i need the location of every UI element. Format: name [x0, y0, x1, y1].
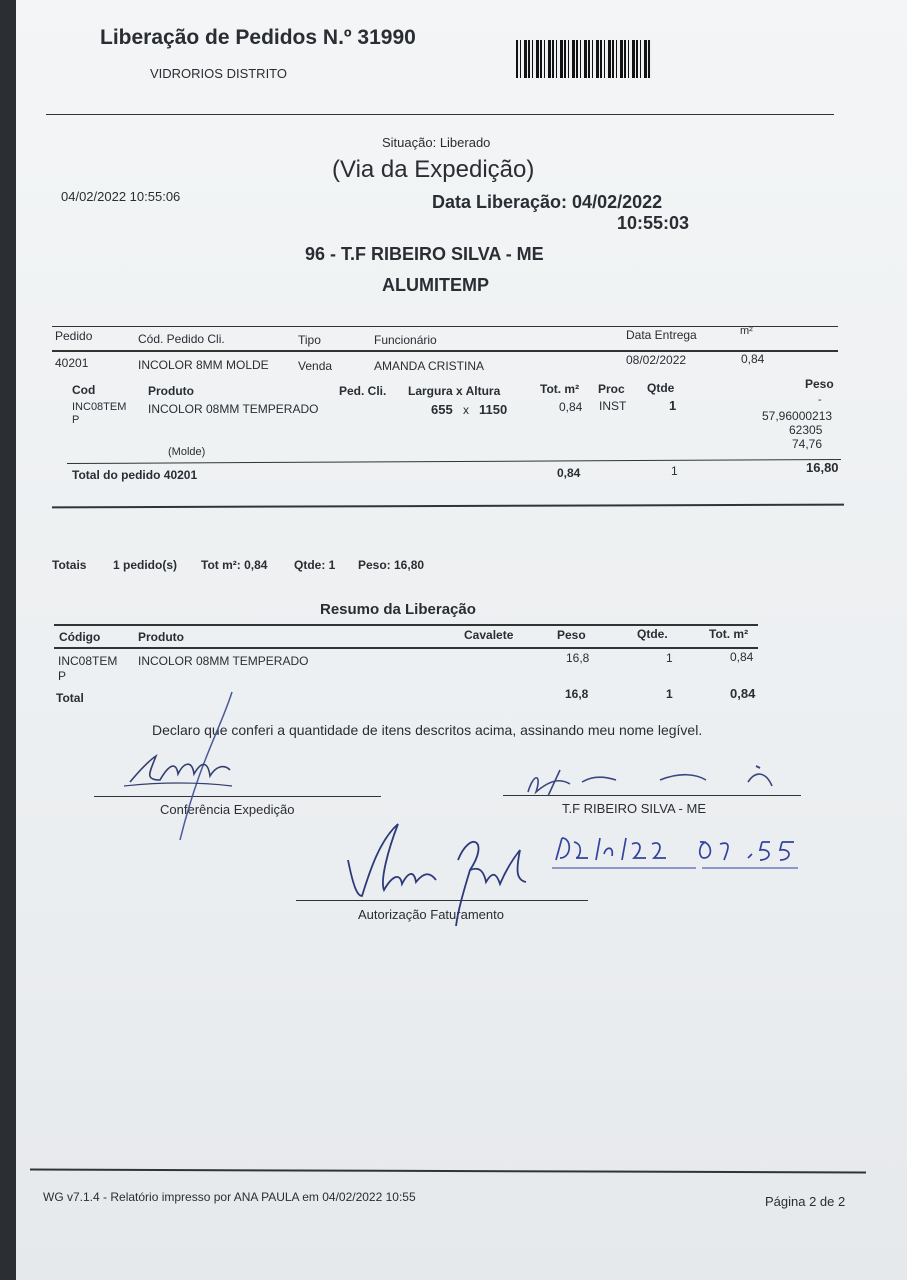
- item-col-cod: Cod: [72, 383, 96, 397]
- signature-autorizacao-icon: [340, 820, 540, 930]
- item-col-proc: Proc: [598, 382, 625, 396]
- resumo-total-tot-m2: 0,84: [730, 686, 756, 701]
- col-m2: m²: [740, 325, 753, 337]
- col-data-entrega: Data Entrega: [626, 328, 697, 342]
- order-data-entrega: 08/02/2022: [626, 353, 687, 367]
- resumo-title: Resumo da Liberação: [320, 601, 476, 618]
- client-subname: ALUMITEMP: [382, 275, 489, 295]
- print-datetime: 04/02/2022 10:55:06: [61, 189, 181, 204]
- resumo-col-produto: Produto: [138, 630, 184, 644]
- item-col-largura-altura: Largura x Altura: [408, 384, 501, 398]
- totals-peso: Peso: 16,80: [358, 558, 425, 572]
- resumo-total-peso: 16,8: [565, 687, 589, 701]
- item-peso-dash: -: [818, 394, 822, 406]
- item-produto: INCOLOR 08MM TEMPERADO: [148, 402, 319, 416]
- resumo-total-label: Total: [56, 691, 84, 705]
- resumo-col-peso: Peso: [557, 628, 586, 642]
- via-label: (Via da Expedição): [332, 156, 535, 183]
- item-tot-m2: 0,84: [559, 400, 583, 414]
- item-cod-line2: P: [72, 414, 80, 426]
- order-tipo: Venda: [298, 359, 333, 373]
- client-name: 96 - T.F RIBEIRO SILVA - ME: [305, 244, 544, 264]
- order-header-divider: [52, 350, 838, 352]
- order-funcionario: AMANDA CRISTINA: [374, 359, 485, 373]
- header-divider: [46, 114, 834, 115]
- totals-pedidos: 1 pedido(s): [113, 558, 178, 572]
- item-altura: 1150: [479, 402, 508, 417]
- item-peso-line3: 74,76: [792, 437, 823, 451]
- handwritten-date-icon: [548, 832, 808, 872]
- resumo-header-divider: [54, 647, 758, 649]
- order-total-label: Total do pedido 40201: [72, 468, 198, 482]
- col-funcionario: Funcionário: [374, 333, 437, 347]
- item-x: x: [463, 403, 469, 417]
- item-peso-line1: 57,96000213: [762, 409, 833, 423]
- resumo-col-codigo: Código: [59, 630, 101, 644]
- col-tipo: Tipo: [298, 333, 321, 347]
- resumo-col-qtde: Qtde.: [637, 627, 668, 641]
- document-title: Liberação de Pedidos N.º 31990: [100, 26, 416, 49]
- order-m2: 0,84: [741, 352, 765, 366]
- footer-printed-by: WG v7.1.4 - Relatório impresso por ANA PAULA em 04/02/2022 10:55: [43, 1190, 416, 1204]
- resumo-tot-m2: 0,84: [730, 650, 754, 664]
- autorizacao-label: Autorização Faturamento: [358, 907, 504, 922]
- signature-conferencia-icon: [120, 690, 260, 850]
- signature-client-icon: [520, 762, 790, 802]
- item-col-ped-cli: Ped. Cli.: [339, 384, 387, 398]
- item-col-qtde: Qtde: [647, 381, 675, 395]
- declaration-text: Declaro que conferi a quantidade de itens descritos acima, assinando meu nome legível.: [152, 722, 703, 738]
- binder-edge: [0, 0, 16, 1280]
- resumo-peso: 16,8: [566, 651, 590, 665]
- company-name: VIDRORIOS DISTRITO: [150, 66, 287, 81]
- resumo-codigo-line1: INC08TEM: [58, 654, 118, 668]
- item-qtde: 1: [669, 398, 677, 413]
- data-liberacao-time: 10:55:03: [617, 213, 690, 233]
- col-pedido: Pedido: [55, 329, 93, 343]
- totals-label: Totais: [52, 558, 87, 572]
- item-largura: 655: [431, 402, 453, 417]
- totals-qtde: Qtde: 1: [294, 558, 336, 572]
- resumo-top: [54, 624, 758, 626]
- item-col-produto: Produto: [148, 384, 194, 398]
- col-cod-pedido-cli: Cód. Pedido Cli.: [138, 332, 225, 346]
- totals-tot-m2: Tot m²: 0,84: [201, 558, 268, 572]
- order-cod-pedido-cli: INCOLOR 8MM MOLDE: [138, 358, 269, 372]
- item-col-peso: Peso: [805, 377, 834, 391]
- resumo-col-tot-m2: Tot. m²: [709, 627, 749, 641]
- order-total-peso: 16,80: [806, 460, 839, 475]
- resumo-total-qtde: 1: [666, 687, 673, 701]
- situacao-label: Situação: Liberado: [382, 135, 491, 150]
- order-table-top: [52, 326, 838, 327]
- item-peso-line2: 62305: [789, 423, 823, 437]
- order-total-tot-m2: 0,84: [557, 466, 581, 480]
- item-molde: (Molde): [168, 446, 206, 458]
- item-proc: INST: [599, 399, 627, 413]
- order-total-qtde: 1: [671, 464, 678, 478]
- order-pedido: 40201: [55, 356, 89, 370]
- conferencia-label: Conferência Expedição: [160, 802, 295, 817]
- resumo-produto: INCOLOR 08MM TEMPERADO: [138, 654, 309, 668]
- item-cod-line1: INC08TEM: [72, 401, 127, 413]
- resumo-codigo-line2: P: [58, 669, 67, 683]
- resumo-col-cavalete: Cavalete: [464, 628, 514, 642]
- footer-page-number: Página 2 de 2: [765, 1194, 846, 1209]
- barcode-icon: [516, 40, 652, 78]
- resumo-qtde: 1: [666, 651, 673, 665]
- client-signature-label: T.F RIBEIRO SILVA - ME: [562, 801, 706, 816]
- data-liberacao: Data Liberação: 04/02/2022: [432, 192, 663, 212]
- item-col-tot-m2: Tot. m²: [540, 382, 580, 396]
